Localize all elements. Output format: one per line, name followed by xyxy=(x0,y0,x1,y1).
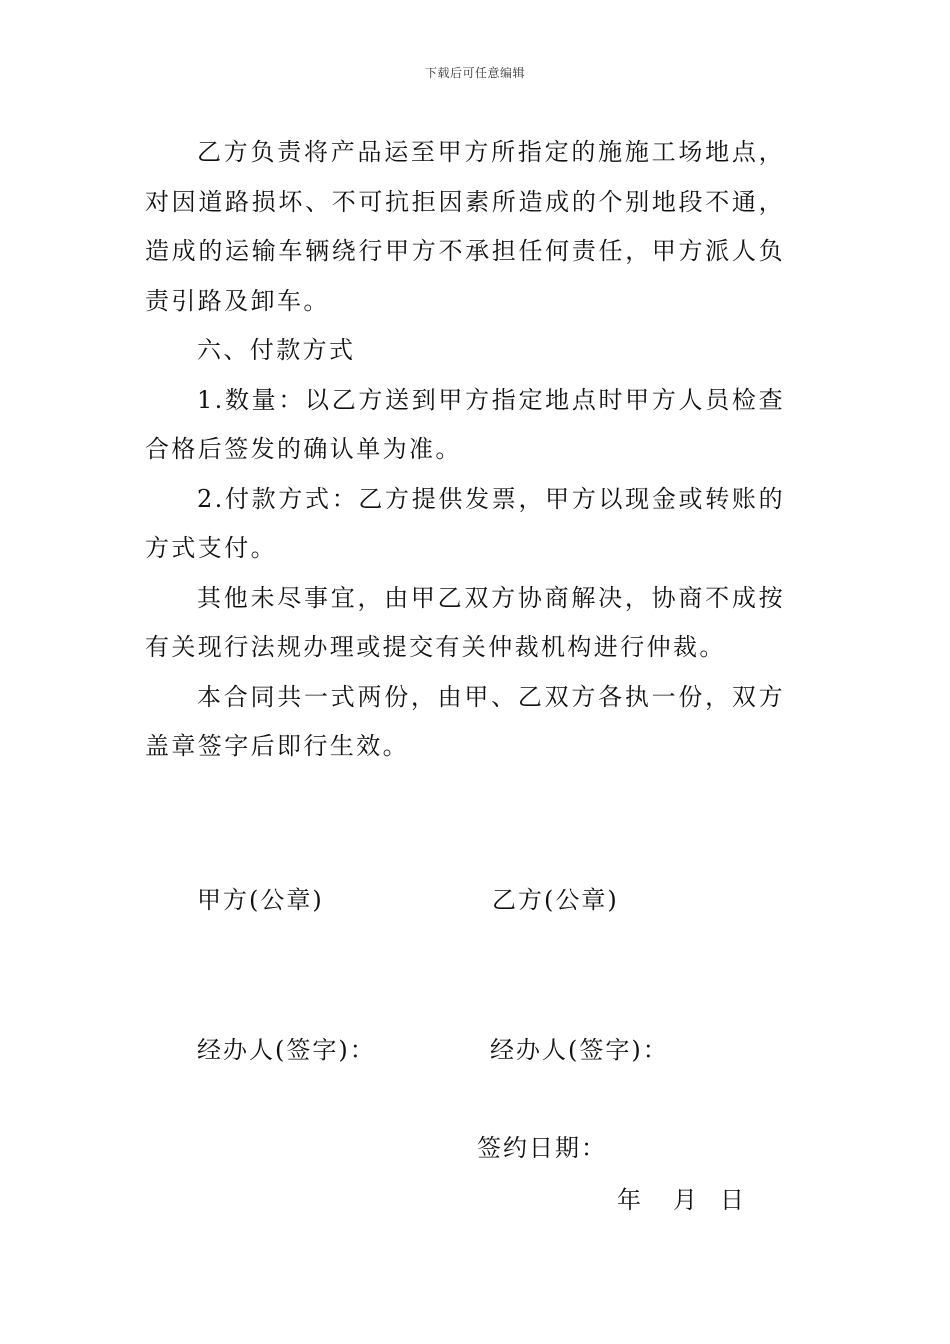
payment-clause-paragraph: 2.付款方式：乙方提供发票，甲方以现金或转账的方式支付。 xyxy=(145,484,785,562)
sign-date-label: 签约日期： xyxy=(477,1134,607,1162)
party-b-handler-label: 经办人(签字)： xyxy=(490,1036,669,1064)
party-a-handler-label: 经办人(签字)： xyxy=(197,1036,376,1064)
other-matters-paragraph: 其他未尽事宜，由甲乙双方协商解决，协商不成按有关现行法规办理或提交有关仲裁机构进行仲裁。 xyxy=(145,583,785,661)
copies-effect-paragraph: 本合同共一式两份，由甲、乙双方各执一份，双方盖章签字后即行生效。 xyxy=(145,682,785,760)
date-month-label: 月 xyxy=(673,1186,699,1214)
delivery-clause-paragraph: 乙方负责将产品运至甲方所指定的施施工场地点，对因道路损坏、不可抗拒因素所造成的个别地段不通，造成的运输车辆绕行甲方不承担任何责任，甲方派人负责引路及卸车。 xyxy=(145,138,785,315)
party-b-seal-label: 乙方(公章) xyxy=(492,886,619,914)
page-header-note: 下载后可任意编辑 xyxy=(424,66,525,80)
contract-body xyxy=(145,128,785,772)
party-a-seal-label: 甲方(公章) xyxy=(197,886,324,914)
date-year-label: 年 xyxy=(617,1186,643,1214)
date-day-label: 日 xyxy=(720,1186,746,1214)
payment-method-heading: 六、付款方式 xyxy=(197,336,356,364)
quantity-clause-paragraph: 1.数量：以乙方送到甲方指定地点时甲方人员检查合格后签发的确认单为准。 xyxy=(145,385,785,463)
